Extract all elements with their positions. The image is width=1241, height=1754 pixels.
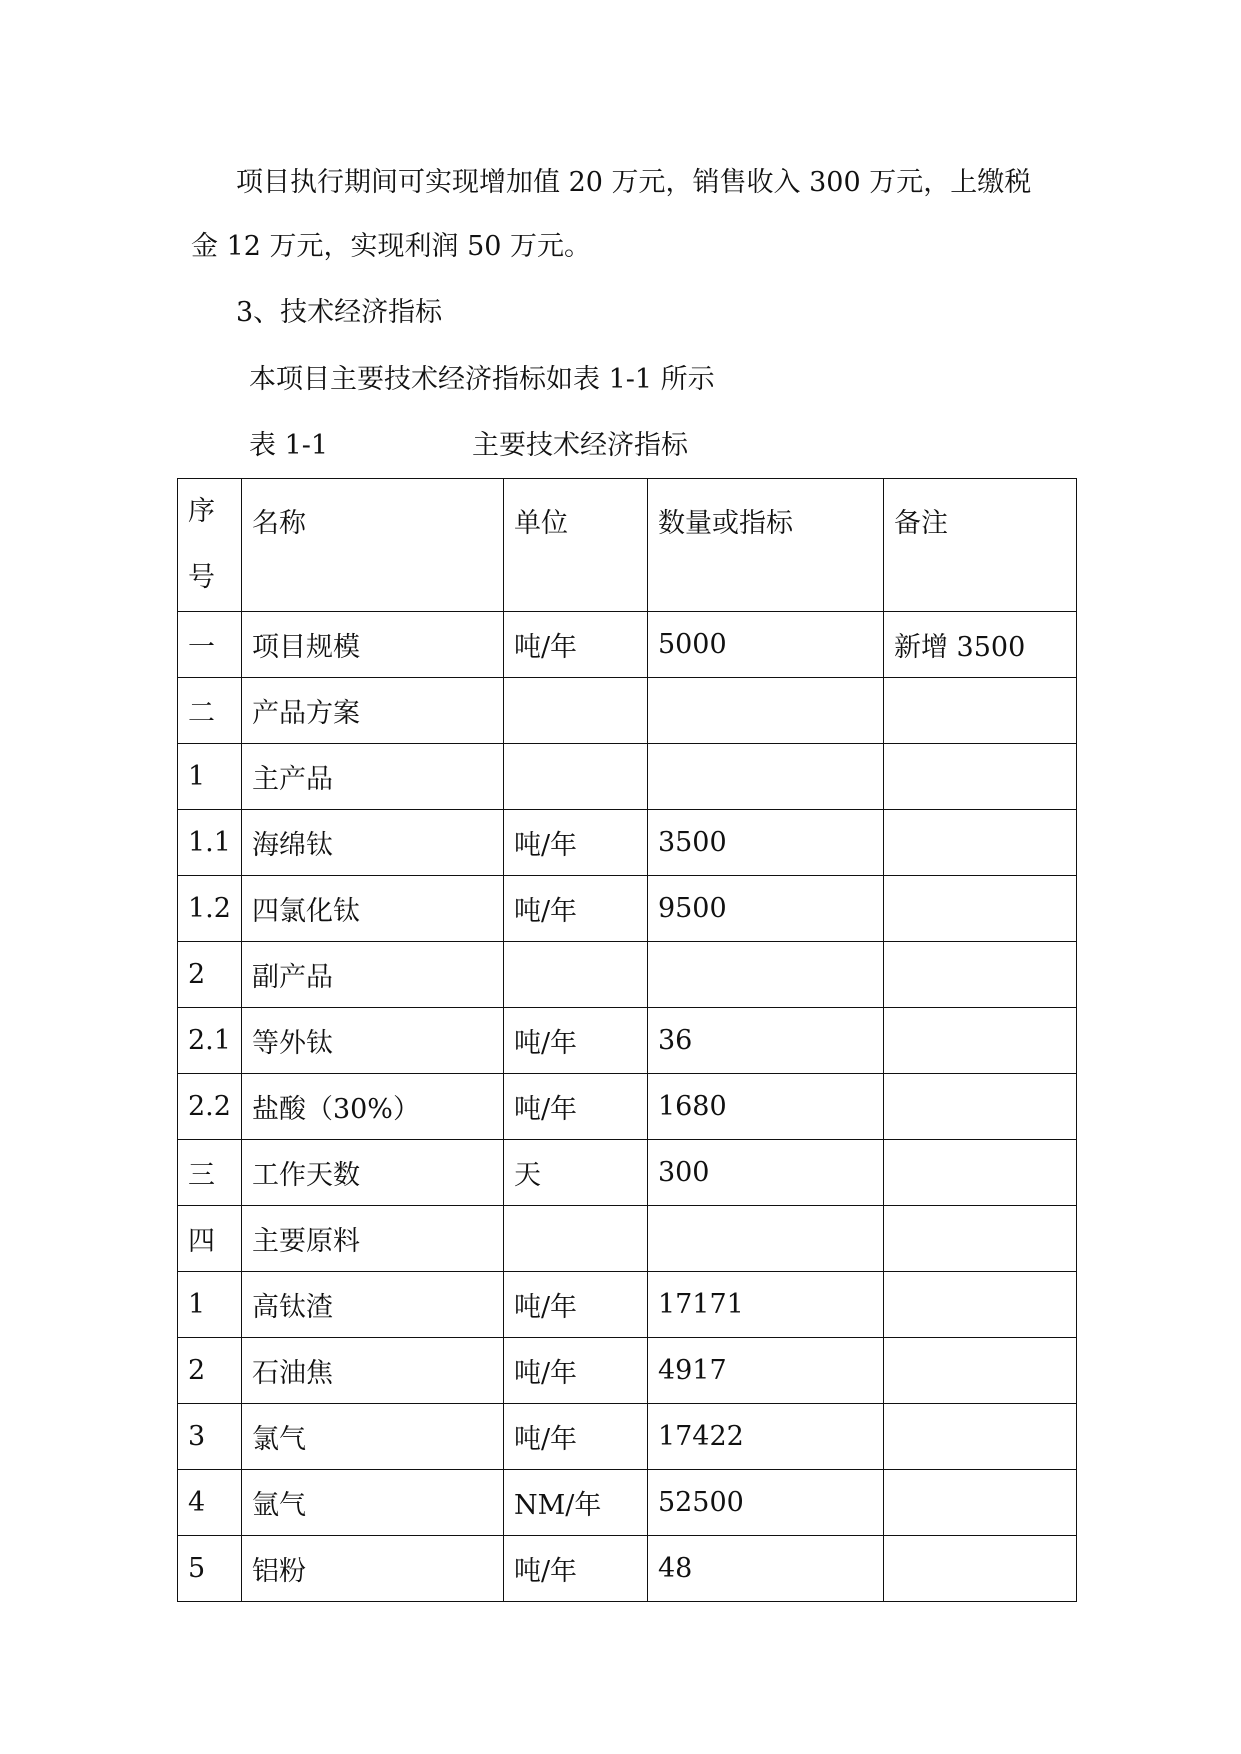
table-row [178, 876, 1077, 942]
cell-unit: 吨/年 [503, 1404, 647, 1470]
cell-remark [883, 1272, 1076, 1338]
cell-name: 海绵钛 [241, 810, 503, 876]
cell-remark [883, 1206, 1076, 1272]
header-name: 名称 [241, 479, 503, 612]
paragraph-1-line-2: 金 12 万元，实现利润 50 万元。 [191, 231, 592, 262]
cell-name: 项目规模 [241, 612, 503, 678]
table-row [178, 1140, 1077, 1206]
cell-index: 2 [178, 1338, 242, 1404]
cell-quantity: 52500 [647, 1470, 883, 1536]
header-remark: 备注 [883, 479, 1076, 612]
cell-remark [883, 1140, 1076, 1206]
cell-remark [883, 1404, 1076, 1470]
cell-name: 石油焦 [241, 1338, 503, 1404]
cell-remark [883, 1536, 1076, 1602]
cell-remark [883, 744, 1076, 810]
cell-name: 等外钛 [241, 1008, 503, 1074]
cell-quantity: 300 [647, 1140, 883, 1206]
cell-quantity: 17171 [647, 1272, 883, 1338]
cell-name: 盐酸（30%） [241, 1074, 503, 1140]
cell-index: 二 [178, 678, 242, 744]
cell-name: 副产品 [241, 942, 503, 1008]
cell-index: 一 [178, 612, 242, 678]
cell-index: 2.2 [178, 1074, 242, 1140]
table-header-row [178, 479, 1077, 612]
cell-index: 5 [178, 1536, 242, 1602]
cell-index: 3 [178, 1404, 242, 1470]
table-row [178, 1008, 1077, 1074]
cell-unit [503, 678, 647, 744]
cell-name: 高钛渣 [241, 1272, 503, 1338]
cell-quantity: 9500 [647, 876, 883, 942]
cell-remark [883, 876, 1076, 942]
paragraph-1-line-1: 项目执行期间可实现增加值 20 万元，销售收入 300 万元，上缴税 [236, 167, 1032, 198]
cell-remark [883, 678, 1076, 744]
indicator-table [177, 478, 1077, 1602]
cell-quantity [647, 678, 883, 744]
section-heading: 3、技术经济指标 [236, 297, 443, 328]
cell-quantity: 4917 [647, 1338, 883, 1404]
cell-remark: 新增 3500 [883, 612, 1076, 678]
cell-unit: 吨/年 [503, 1272, 647, 1338]
cell-unit [503, 942, 647, 1008]
cell-name: 产品方案 [241, 678, 503, 744]
cell-quantity [647, 1206, 883, 1272]
table-row [178, 942, 1077, 1008]
cell-quantity: 5000 [647, 612, 883, 678]
cell-name: 铝粉 [241, 1536, 503, 1602]
table-row [178, 1470, 1077, 1536]
cell-unit: 吨/年 [503, 876, 647, 942]
table-row [178, 1338, 1077, 1404]
cell-unit: 吨/年 [503, 1074, 647, 1140]
cell-index: 2.1 [178, 1008, 242, 1074]
cell-index: 1 [178, 1272, 242, 1338]
cell-name: 氯气 [241, 1404, 503, 1470]
cell-unit [503, 1206, 647, 1272]
cell-unit: 吨/年 [503, 612, 647, 678]
table-row [178, 678, 1077, 744]
cell-index: 四 [178, 1206, 242, 1272]
cell-index: 4 [178, 1470, 242, 1536]
cell-remark [883, 1008, 1076, 1074]
table-row [178, 1206, 1077, 1272]
table-row [178, 1404, 1077, 1470]
cell-name: 工作天数 [241, 1140, 503, 1206]
table-row [178, 1074, 1077, 1140]
cell-quantity: 48 [647, 1536, 883, 1602]
cell-name: 主要原料 [241, 1206, 503, 1272]
cell-index: 1 [178, 744, 242, 810]
table-row [178, 744, 1077, 810]
header-unit: 单位 [503, 479, 647, 612]
cell-unit [503, 744, 647, 810]
cell-unit: 吨/年 [503, 1536, 647, 1602]
cell-quantity [647, 744, 883, 810]
cell-quantity [647, 942, 883, 1008]
table-caption-title: 主要技术经济指标 [472, 430, 688, 461]
table-caption-number: 表 1-1 [249, 430, 329, 461]
cell-index: 三 [178, 1140, 242, 1206]
cell-remark [883, 1074, 1076, 1140]
cell-unit: 吨/年 [503, 810, 647, 876]
cell-quantity: 36 [647, 1008, 883, 1074]
cell-quantity: 1680 [647, 1074, 883, 1140]
table-body [178, 612, 1077, 1602]
cell-remark [883, 942, 1076, 1008]
cell-unit: 天 [503, 1140, 647, 1206]
cell-unit: NM/年 [503, 1470, 647, 1536]
cell-index: 2 [178, 942, 242, 1008]
header-index: 序号 [178, 479, 242, 612]
table-row [178, 810, 1077, 876]
header-quantity: 数量或指标 [647, 479, 883, 612]
cell-name: 氩气 [241, 1470, 503, 1536]
cell-remark [883, 810, 1076, 876]
cell-name: 四氯化钛 [241, 876, 503, 942]
cell-quantity: 17422 [647, 1404, 883, 1470]
cell-unit: 吨/年 [503, 1338, 647, 1404]
cell-remark [883, 1338, 1076, 1404]
cell-quantity: 3500 [647, 810, 883, 876]
cell-unit: 吨/年 [503, 1008, 647, 1074]
cell-remark [883, 1470, 1076, 1536]
cell-name: 主产品 [241, 744, 503, 810]
cell-index: 1.2 [178, 876, 242, 942]
table-row [178, 612, 1077, 678]
table-row [178, 1536, 1077, 1602]
intro-text: 本项目主要技术经济指标如表 1-1 所示 [249, 364, 715, 395]
table-row [178, 1272, 1077, 1338]
cell-index: 1.1 [178, 810, 242, 876]
